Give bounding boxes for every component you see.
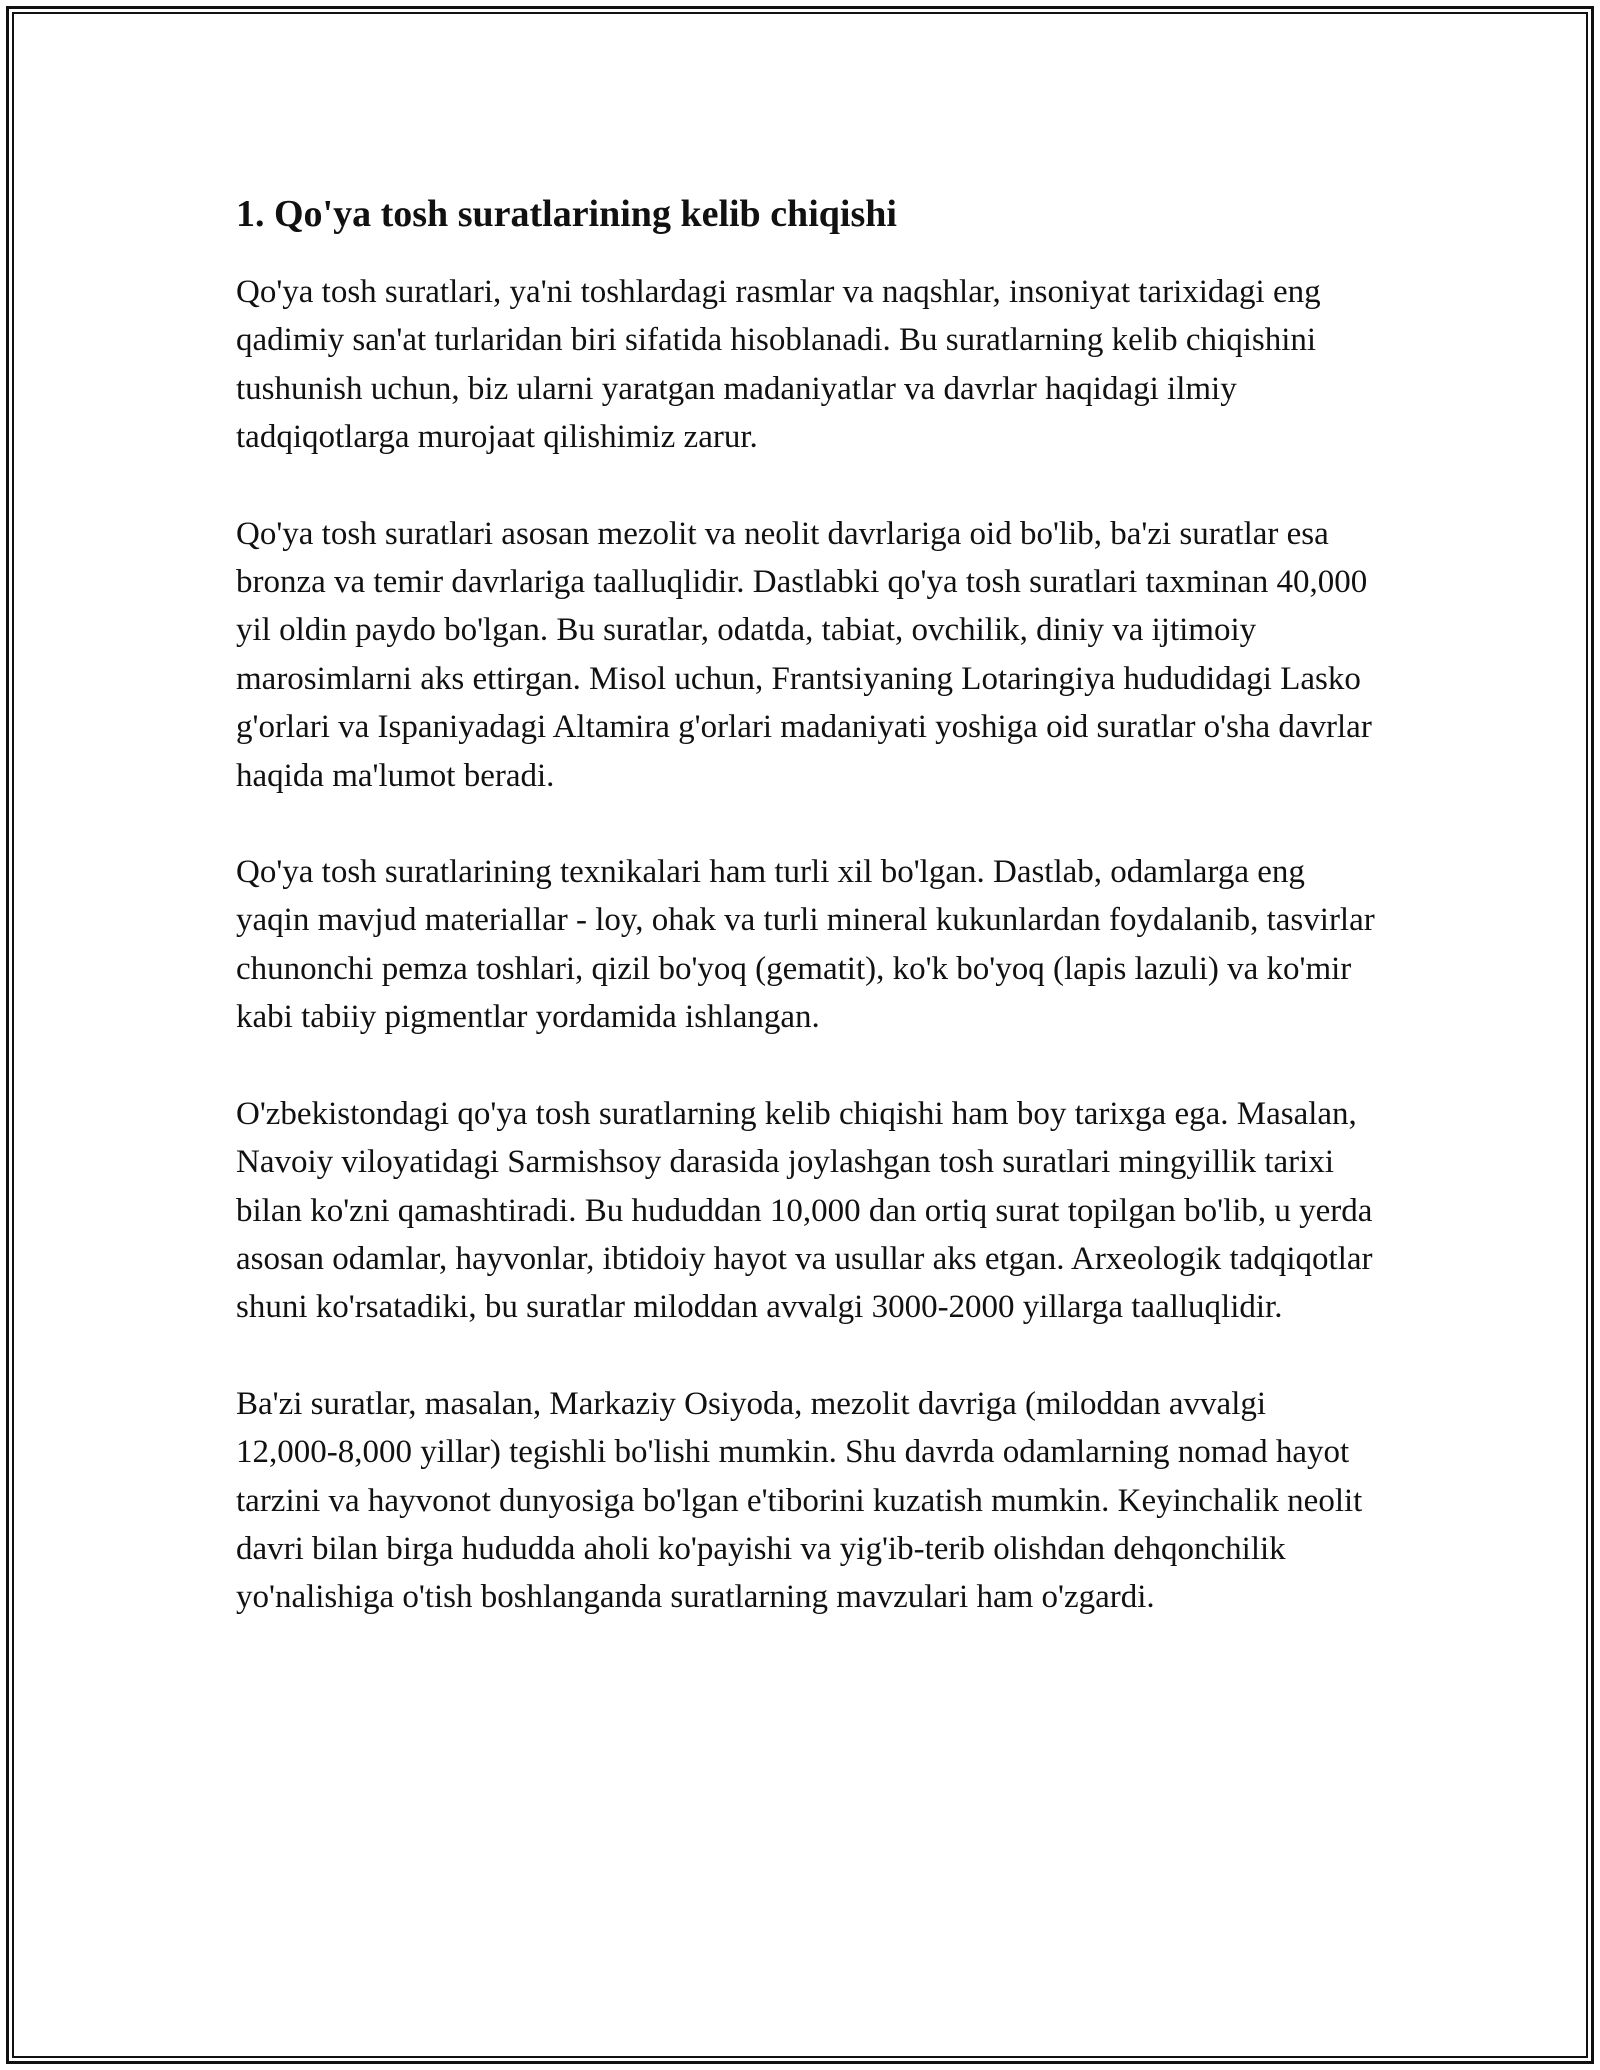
paragraph-5: Ba'zi suratlar, masalan, Markaziy Osiyoda, mezolit davriga (miloddan avvalgi 12,000-8,000 yillar) tegishli bo'lishi mumkin. Shu davrda odamlarning nomad hayot tarzini va hayvonot dunyosiga bo'lgan e'tiborini kuzatish mumkin. Keyinchalik neolit davri bilan birga hududda aholi ko'payishi va yig'ib-terib olishdan dehqonchilik yo'nalishiga o'tish boshlanganda suratlarning mavzulari ham o'zgardi. xyxy=(236,1385,1363,1616)
paragraph-3: Qo'ya tosh suratlarining texnikalari ham turli xil bo'lgan. Dastlab, odamlarga eng yaqin mavjud materiallar - loy, ohak va turli mineral kukunlardan foydalanib, tasvirlar chunonchi pemza toshlari, qizil bo'yoq (gematit), ko'k bo'yoq (lapis lazuli) va ko'mir kabi tabiiy pigmentlar yordamida ishlangan. xyxy=(236,854,1375,1036)
paragraph-4: O'zbekistondagi qo'ya tosh suratlarning kelib chiqishi ham boy tarixga ega. Masalan, Navoiy viloyatidagi Sarmishsoy darasida joylashgan tosh suratlari mingyillik tarixi bilan ko'zni qamashtiradi. Bu hududdan 10,000 dan ortiq surat topilgan bo'lib, u yerda asosan odamlar, hayvonlar, ibtidoiy hayot va usullar aks etgan. Arxeologik tadqiqotlar shuni ko'rsatadiki, bu suratlar miloddan avvalgi 3000-2000 yillarga taalluqlidir. xyxy=(236,1095,1373,1326)
section-heading: 1. Qo'ya tosh suratlarining kelib chiqishi xyxy=(236,193,897,235)
paragraph-1: Qo'ya tosh suratlari, ya'ni toshlardagi rasmlar va naqshlar, insoniyat tarixidagi eng qadimiy san'at turlaridan biri sifatida hisoblanadi. Bu suratlarning kelib chiqishini tushunish uchun, biz ularni yaratgan madaniyatlar va davrlar haqidagi ilmiy tadqiqotlarga murojaat qilishimiz zarur. xyxy=(236,274,1321,456)
document-body xyxy=(236,186,1376,1670)
paragraph-2: Qo'ya tosh suratlari asosan mezolit va neolit davrlariga oid bo'lib, ba'zi suratlar esa bronza va temir davrlariga taalluqlidir. Dastlabki qo'ya tosh suratlari taxminan 40,000 yil oldin paydo bo'lgan. Bu suratlar, odatda, tabiat, ovchilik, diniy va ijtimoiy marosimlarni aks ettirgan. Misol uchun, Frantsiyaning Lotaringiya hududidagi Lasko g'orlari va Ispaniyadagi Altamira g'orlari madaniyati yoshiga oid suratlar o'sha davrlar haqida ma'lumot beradi. xyxy=(236,515,1372,794)
